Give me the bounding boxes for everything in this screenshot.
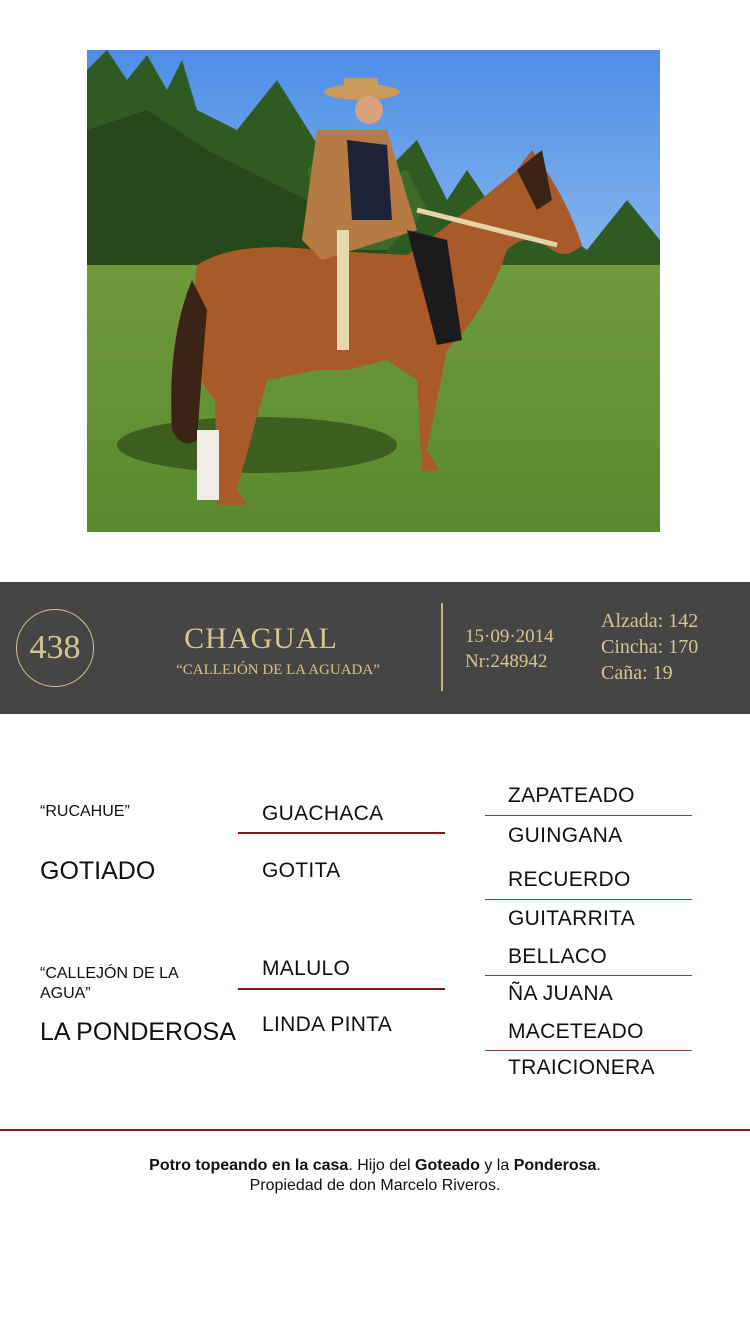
notes-text: . Hijo del (348, 1157, 416, 1174)
gen3-item: BELLACO (508, 945, 607, 968)
dam-breeder-line2: AGUA” (40, 985, 91, 1002)
alzada: Alzada: 142 (601, 610, 699, 632)
footer-rule (0, 1129, 750, 1131)
gen3-rule (485, 1050, 692, 1051)
gen2-rule-sire (238, 832, 445, 834)
gen3-item: TRAICIONERA (508, 1056, 655, 1079)
sire-name: GOTIADO (40, 857, 156, 885)
measurements (601, 608, 698, 686)
lot-number: 438 (29, 629, 81, 666)
notes-text: y la (479, 1157, 514, 1174)
notes-bold: Potro topeando en la casa (149, 1157, 349, 1174)
sire-sire-name: GUACHACA (262, 802, 384, 825)
gen3-item: GUITARRITA (508, 907, 636, 930)
gen3-item: ÑA JUANA (508, 982, 614, 1005)
notes-line1 (0, 1156, 750, 1176)
dam-sire-name: MALULO (262, 957, 351, 980)
horse-rider-image (87, 50, 660, 532)
horse-notes (0, 1156, 750, 1196)
pedigree-chart (0, 714, 750, 1128)
birth-registry (465, 624, 554, 674)
horse-photo (87, 50, 660, 532)
sire-dam-name: GOTITA (262, 859, 341, 882)
dam-name: LA PONDEROSA (40, 1018, 236, 1046)
cana: Caña: 19 (601, 662, 673, 684)
gen3-rule (485, 815, 692, 816)
notes-bold: Goteado (415, 1157, 480, 1174)
sire-breeder: “RUCAHUE” (40, 803, 130, 820)
dam-breeder (40, 964, 179, 1004)
band-divider (441, 603, 443, 691)
cincha: Cincha: 170 (601, 636, 699, 658)
birth-date: 15·09·2014 (465, 626, 554, 647)
lot-number-badge (16, 609, 94, 687)
gen2-rule-dam (238, 988, 445, 990)
gen3-item: MACETEADO (508, 1020, 644, 1043)
gen3-item: ZAPATEADO (508, 784, 635, 807)
gen3-item: RECUERDO (508, 868, 631, 891)
dam-dam-name: LINDA PINTA (262, 1013, 393, 1036)
gen3-rule (485, 975, 692, 976)
notes-bold: Ponderosa (513, 1157, 597, 1174)
dam-breeder-line1: “CALLEJÓN DE LA (40, 965, 179, 982)
notes-text: . (596, 1157, 601, 1174)
horse-info-band (0, 582, 750, 714)
horse-name: CHAGUAL (184, 622, 338, 655)
gen3-rule (485, 899, 692, 900)
registry-number: Nr:248942 (465, 651, 548, 672)
notes-line2: Propiedad de don Marcelo Riveros. (249, 1177, 501, 1194)
gen3-item: GUINGANA (508, 824, 623, 847)
horse-breeder: “CALLEJÓN DE LA AGUADA” (176, 662, 380, 678)
